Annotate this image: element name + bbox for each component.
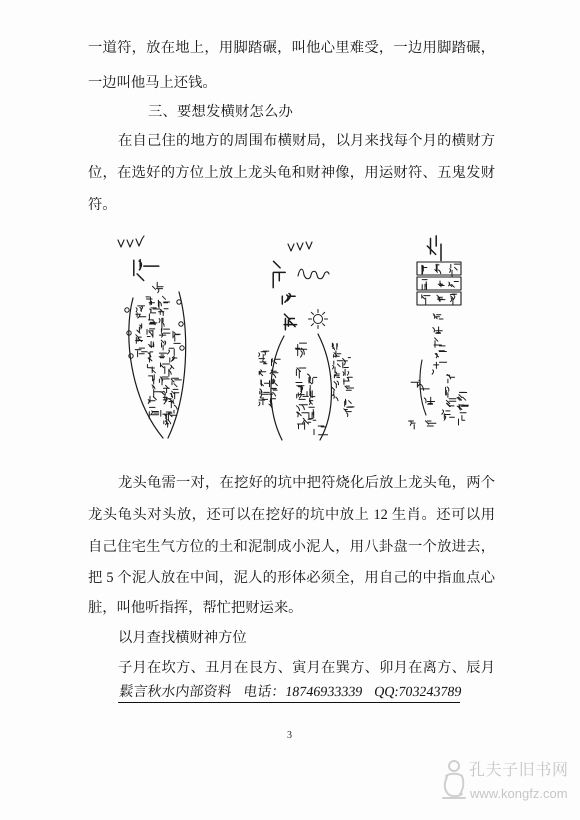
talisman-glyph bbox=[343, 377, 352, 384]
talisman-outline bbox=[318, 334, 331, 440]
talisman-dot bbox=[129, 354, 133, 358]
talisman-glyph bbox=[297, 405, 309, 417]
page-number: 3 bbox=[287, 730, 292, 741]
talisman-glyph bbox=[309, 407, 314, 418]
talisman-glyph bbox=[148, 320, 157, 325]
talisman-glyph bbox=[344, 407, 354, 417]
talisman-glyph bbox=[457, 392, 467, 400]
talisman-glyph bbox=[438, 281, 444, 287]
paragraph2-line-3: 自己住宅生气方位的土和泥制成小泥人，用八卦盘一个放进去， bbox=[88, 539, 495, 555]
talisman-glyph bbox=[259, 370, 265, 376]
talisman-glyph bbox=[135, 348, 147, 357]
talisman-glyph bbox=[160, 329, 171, 338]
section-heading: 三、要想发横财怎么办 bbox=[148, 104, 293, 120]
talisman-glyph bbox=[457, 405, 468, 410]
intro-line-2: 一边叫他马上还钱。 bbox=[88, 75, 217, 91]
talisman-mark bbox=[298, 269, 329, 279]
talisman-glyph bbox=[333, 361, 343, 373]
talisman-glyph bbox=[447, 375, 455, 383]
sun-ray bbox=[311, 312, 313, 314]
talisman-glyph bbox=[433, 327, 442, 334]
talisman-dot bbox=[125, 308, 129, 312]
talisman-glyph bbox=[260, 389, 270, 397]
talisman-glyph bbox=[284, 314, 297, 330]
talisman-figure-3 bbox=[409, 236, 469, 429]
talisman-glyph bbox=[307, 385, 312, 397]
talisman-glyph bbox=[171, 378, 181, 386]
footer-qq: QQ:703243789 bbox=[373, 685, 463, 700]
talisman-glyph bbox=[146, 297, 154, 305]
talisman-glyph bbox=[334, 351, 341, 357]
talisman-glyph bbox=[159, 353, 166, 358]
talisman-mark bbox=[288, 242, 312, 251]
talisman-glyph bbox=[148, 396, 156, 403]
talisman-glyph bbox=[433, 314, 443, 319]
talisman-glyph bbox=[149, 375, 155, 384]
watermark-name: 孔夫子旧书网 bbox=[469, 760, 569, 779]
talisman-glyph bbox=[169, 399, 177, 410]
talisman-outline bbox=[129, 298, 163, 438]
paragraph2-line-1: 龙头龟需一对，在挖好的坑中把符烧化后放上龙头龟，两个 bbox=[118, 475, 495, 491]
talisman-glyph bbox=[269, 388, 277, 398]
talisman-glyph bbox=[446, 387, 449, 398]
talisman-glyph bbox=[170, 389, 179, 398]
talisman-glyph bbox=[424, 397, 434, 404]
footer-note bbox=[118, 684, 462, 703]
talisman-glyph bbox=[298, 418, 309, 429]
talisman-glyph bbox=[345, 399, 352, 406]
talisman-glyph bbox=[332, 381, 339, 390]
talisman-glyph bbox=[161, 363, 170, 374]
talisman-glyph bbox=[161, 340, 166, 350]
talisman-figure-2 bbox=[259, 242, 354, 440]
talisman-glyph bbox=[272, 359, 281, 366]
talisman-glyph bbox=[152, 385, 161, 397]
talisman-glyph bbox=[308, 374, 317, 384]
talisman-glyph bbox=[147, 365, 155, 373]
talisman-glyph bbox=[136, 335, 143, 344]
talisman-glyph bbox=[422, 295, 430, 305]
sun-ray bbox=[323, 324, 325, 326]
talisman-glyph bbox=[459, 413, 467, 425]
talisman-glyph bbox=[148, 352, 153, 362]
talisman-glyph bbox=[295, 343, 306, 357]
talisman-glyph bbox=[159, 309, 169, 316]
talisman-glyph bbox=[435, 264, 441, 274]
paragraph2-line-5: 脏，叫他听指挥，帮忙把财运来。 bbox=[88, 600, 303, 616]
talisman-glyph bbox=[422, 280, 427, 290]
paragraph2-line-2: 龙头龟头对头放，还可以在挖好的坑中放上 12 生肖。还可以用 bbox=[88, 507, 495, 523]
talisman-glyph bbox=[442, 410, 455, 420]
talisman-glyph bbox=[332, 391, 338, 401]
talisman-glyph bbox=[343, 358, 351, 368]
sun-ray bbox=[323, 312, 325, 314]
paragraph1-line-1: 在自己住的地方的周围布横财局，以月来找每个月的横财方 bbox=[118, 133, 495, 149]
talisman-glyph bbox=[409, 421, 415, 429]
talisman-glyph bbox=[296, 383, 304, 393]
sun-ray bbox=[311, 324, 313, 326]
talisman-glyph bbox=[259, 398, 268, 406]
talisman-mark bbox=[118, 236, 144, 247]
talisman-glyph bbox=[425, 421, 436, 426]
talisman-glyph bbox=[136, 306, 144, 312]
talisman-glyph bbox=[450, 264, 460, 276]
talisman-glyph bbox=[282, 294, 295, 305]
talisman-glyph bbox=[446, 399, 456, 407]
talisman-glyph bbox=[160, 385, 169, 395]
talisman-glyph bbox=[449, 282, 459, 288]
talisman-glyph bbox=[137, 324, 142, 333]
talisman-box bbox=[417, 277, 461, 290]
talisman-glyph bbox=[170, 357, 177, 363]
talisman-glyph bbox=[134, 260, 159, 281]
talisman-glyph bbox=[422, 265, 427, 274]
talisman-glyph bbox=[273, 261, 285, 287]
watermark-url: www.kongfz.com bbox=[470, 786, 568, 801]
watermark-logo bbox=[438, 758, 470, 802]
talisman-figure-1 bbox=[118, 236, 186, 438]
talisman-glyph bbox=[164, 420, 171, 427]
talisman-glyph bbox=[149, 407, 158, 418]
talisman-glyph bbox=[149, 308, 159, 320]
talisman-dot bbox=[179, 322, 183, 326]
talisman-glyph bbox=[451, 294, 457, 304]
talisman-dot bbox=[314, 315, 323, 324]
paragraph2-line-4: 把 5 个泥人放在中间，泥人的形体必须全，用自己的中指血点心 bbox=[88, 570, 495, 586]
talisman-glyph bbox=[427, 236, 441, 261]
intro-line-1: 一道符，放在地上，用脚踏碾，叫他心里难受，一边用脚踏碾， bbox=[88, 40, 495, 56]
talisman-glyph bbox=[261, 380, 270, 386]
month-line: 子月在坎方、丑月在艮方、寅月在巽方、卯月在离方、辰月 bbox=[118, 660, 495, 676]
talisman-glyph bbox=[136, 313, 146, 318]
talisman-glyph bbox=[169, 365, 174, 376]
talisman-glyph bbox=[161, 410, 171, 420]
talisman-glyph bbox=[332, 343, 337, 350]
talisman-glyph bbox=[432, 362, 447, 374]
talisman-glyph bbox=[173, 331, 180, 341]
talisman-dot bbox=[180, 346, 184, 350]
talisman-dot bbox=[177, 300, 181, 304]
talisman-figures bbox=[100, 220, 480, 450]
subheading: 以月查找横财神方位 bbox=[118, 630, 247, 646]
talisman-glyph bbox=[343, 368, 349, 376]
talisman-glyph bbox=[435, 351, 446, 358]
footer-source: 鬏言秋水内部资料 bbox=[118, 685, 233, 700]
talisman-glyph bbox=[437, 295, 445, 301]
paragraph1-line-3: 符。 bbox=[88, 197, 117, 213]
talisman-glyph bbox=[149, 342, 154, 348]
talisman-glyph bbox=[296, 368, 305, 378]
talisman-glyph bbox=[153, 282, 164, 292]
talisman-glyph bbox=[345, 386, 354, 390]
talisman-glyph bbox=[308, 419, 316, 423]
paragraph1-line-2: 位，在选好的方位上放上龙头龟和财神像，用运财符、五鬼发财 bbox=[88, 165, 495, 181]
talisman-glyph bbox=[167, 343, 180, 355]
talisman-glyph bbox=[147, 329, 155, 337]
talisman-glyph bbox=[314, 426, 328, 435]
footer-phone: 电话：18746933339 bbox=[242, 685, 364, 700]
talisman-glyph bbox=[159, 377, 169, 385]
talisman-glyph bbox=[158, 296, 169, 308]
talisman-glyph bbox=[434, 338, 445, 347]
